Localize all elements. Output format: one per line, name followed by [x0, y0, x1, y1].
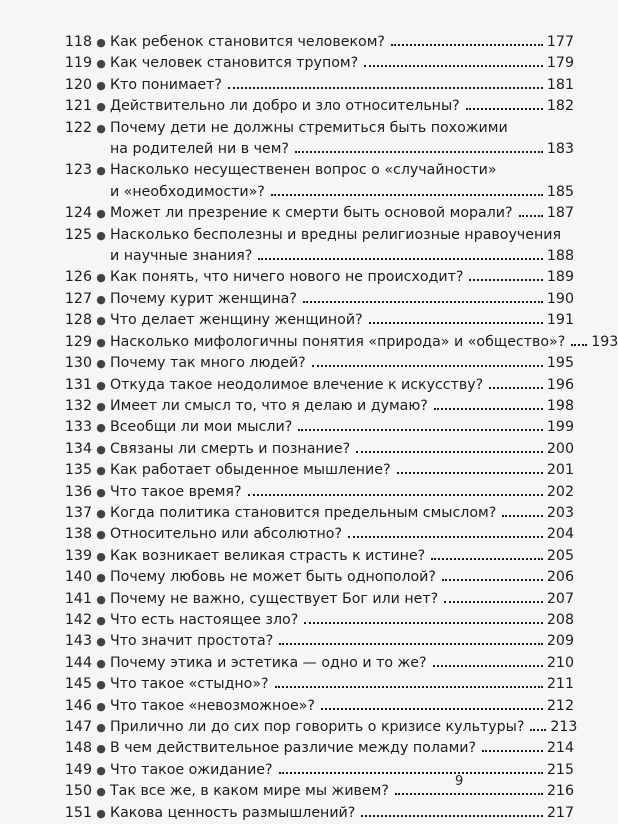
entry-title-line: Что такое «невозможное»? — [110, 697, 315, 714]
entry-page: 187 — [546, 205, 574, 222]
dot-leader — [295, 151, 543, 153]
bullet-icon: ● — [96, 121, 106, 135]
bullet-icon: ● — [96, 485, 106, 499]
entry-title-line: Откуда такое неодолимое влечение к искусству? — [110, 376, 484, 393]
entry-title-line: Как ребенок становится человеком? — [110, 34, 385, 50]
entry-title-line: Относительно или абсолютно? — [110, 526, 343, 543]
bullet-icon: ● — [96, 806, 106, 820]
entry-title-line: Как понять, что ничего нового не происходит? — [110, 269, 464, 286]
entry-page: 202 — [546, 483, 574, 500]
dot-leader — [434, 408, 543, 410]
entry-page: 199 — [546, 419, 574, 436]
entry-number: 150 — [64, 783, 92, 800]
toc-entry — [62, 53, 574, 74]
toc-entry — [62, 503, 574, 524]
entry-title-line: Почему любовь не может быть однополой? — [110, 569, 436, 586]
entry-title-line: на родителей ни в чем? — [110, 141, 289, 158]
entry-number: 133 — [64, 419, 92, 436]
toc-entry — [62, 546, 574, 567]
entry-page: 200 — [546, 440, 574, 457]
dot-leader — [364, 65, 543, 67]
toc-entry — [62, 203, 574, 224]
entry-title-line: Что есть настоящее зло? — [110, 611, 299, 628]
bullet-icon: ● — [96, 592, 106, 606]
entry-number: 144 — [64, 654, 92, 671]
bullet-icon: ● — [96, 357, 106, 371]
entry-title-line: Что такое время? — [110, 483, 242, 500]
bullet-icon: ● — [96, 421, 106, 435]
dot-leader — [469, 279, 543, 281]
entry-title-line: Как возникает великая страсть к истине? — [110, 547, 426, 564]
entry-page: 183 — [546, 141, 574, 158]
entry-number: 140 — [64, 569, 92, 586]
entry-title-line: Как работает обыденное мышление? — [110, 462, 391, 479]
toc-entry — [62, 653, 574, 674]
dot-leader — [395, 793, 543, 795]
toc-entry — [62, 460, 574, 481]
toc-entry — [62, 781, 574, 802]
bullet-icon: ● — [96, 528, 106, 542]
entry-number: 118 — [64, 34, 92, 50]
bullet-icon: ● — [96, 721, 106, 734]
entry-page: 181 — [546, 76, 574, 93]
dot-leader — [530, 729, 546, 731]
entry-title-line: Когда политика становится предельным смыслом? — [110, 504, 497, 521]
dot-leader — [228, 87, 543, 89]
dot-leader — [321, 708, 543, 710]
entry-number: 149 — [64, 761, 92, 778]
entry-page: 189 — [546, 269, 574, 286]
toc-entry — [62, 32, 574, 53]
entry-page: 208 — [546, 611, 574, 628]
toc-entry — [62, 589, 574, 610]
entry-page: 182 — [546, 98, 574, 115]
toc-entry — [62, 310, 574, 331]
entry-number: 131 — [64, 376, 92, 393]
dot-leader — [348, 536, 543, 538]
dot-leader — [433, 665, 543, 667]
entry-title-line: Почему курит женщина? — [110, 290, 297, 307]
entry-page: 179 — [546, 55, 574, 72]
toc-entry — [62, 160, 574, 203]
bullet-icon: ● — [96, 656, 106, 670]
entry-title-line: и научные знания? — [110, 248, 253, 265]
bullet-icon: ● — [96, 78, 106, 92]
entry-title-line: и «необходимости»? — [110, 183, 265, 200]
entry-title-line: Почему не важно, существует Бог или нет? — [110, 590, 439, 607]
entry-page: 211 — [546, 676, 574, 693]
dot-leader — [303, 301, 543, 303]
entry-page: 209 — [546, 633, 574, 650]
entry-title-line: Имеет ли смысл то, что я делаю и думаю? — [110, 397, 428, 414]
entry-page: 195 — [546, 355, 574, 372]
entry-number: 145 — [64, 676, 92, 693]
toc-entry — [62, 225, 574, 268]
entry-page: 177 — [546, 34, 574, 50]
bullet-icon: ● — [96, 571, 106, 585]
entry-page: 217 — [546, 804, 574, 821]
entry-number: 122 — [64, 119, 92, 136]
toc-entry — [62, 567, 574, 588]
toc-entry — [62, 118, 574, 161]
entry-page: 191 — [546, 312, 574, 329]
entry-page: 188 — [546, 248, 574, 265]
toc-entry — [62, 417, 574, 438]
bullet-icon: ● — [96, 57, 106, 71]
entry-title-line: Действительно ли добро и зло относительны? — [110, 98, 460, 115]
entry-title-line: Что значит простота? — [110, 633, 274, 650]
entry-title-line: Может ли презрение к смерти быть основой морали? — [110, 205, 513, 222]
dot-leader — [356, 451, 543, 453]
dot-leader — [391, 44, 543, 46]
toc-entry — [62, 75, 574, 96]
bullet-icon: ● — [96, 314, 106, 328]
entry-title-line: Почему дети не должны стремиться быть похожими — [110, 119, 508, 136]
entry-number: 143 — [64, 633, 92, 650]
toc-entry — [62, 696, 574, 717]
entry-page: 196 — [546, 376, 574, 393]
dot-leader — [502, 515, 543, 517]
bullet-icon: ● — [96, 742, 106, 756]
entry-number: 121 — [64, 98, 92, 115]
dot-leader — [442, 579, 543, 581]
dot-leader — [248, 494, 543, 496]
dot-leader — [369, 322, 543, 324]
bullet-icon: ● — [96, 228, 106, 242]
entry-number: 142 — [64, 611, 92, 628]
bullet-icon: ● — [96, 678, 106, 692]
toc-entry — [62, 353, 574, 374]
entry-number: 130 — [64, 355, 92, 372]
entry-title-line: Насколько бесполезны и вредны религиозные нравоучения — [110, 226, 561, 243]
dot-leader — [489, 387, 543, 389]
entry-page: 193 — [591, 333, 618, 350]
entry-title-line: Всеобщи ли мои мысли? — [110, 419, 293, 436]
dot-leader — [258, 258, 543, 260]
entry-page: 203 — [546, 504, 574, 521]
entry-title-line: Какова ценность размышлений? — [110, 804, 356, 821]
bullet-icon: ● — [96, 271, 106, 285]
entry-page: 215 — [546, 761, 574, 778]
entry-number: 146 — [64, 697, 92, 714]
bullet-icon: ● — [96, 635, 106, 649]
entry-page: 204 — [546, 526, 574, 543]
dot-leader — [279, 772, 543, 774]
entry-title-line: Что делает женщину женщиной? — [110, 312, 363, 329]
dot-leader — [275, 686, 543, 688]
entry-number: 147 — [64, 719, 92, 735]
toc-entry — [62, 717, 578, 738]
entry-page: 213 — [550, 719, 578, 735]
entry-title-line: Что такое «стыдно»? — [110, 676, 269, 693]
entry-page: 210 — [546, 654, 574, 671]
dot-leader — [444, 601, 543, 603]
dot-leader — [279, 643, 543, 645]
bullet-icon: ● — [96, 464, 106, 478]
entry-title-line: Насколько мифологичны понятия «природа» и «общество»? — [110, 333, 566, 350]
entry-title-line: Почему так много людей? — [110, 355, 306, 372]
dot-leader — [271, 194, 543, 196]
table-of-contents — [62, 32, 618, 824]
toc-entry — [62, 96, 574, 117]
entry-page: 190 — [546, 290, 574, 307]
bullet-icon: ● — [96, 442, 106, 456]
toc-entry — [62, 332, 618, 353]
bullet-icon: ● — [96, 164, 106, 178]
dot-leader — [431, 558, 543, 560]
bullet-icon: ● — [96, 399, 106, 413]
entry-number: 126 — [64, 269, 92, 286]
toc-entry — [62, 738, 574, 759]
entry-number: 132 — [64, 397, 92, 414]
entry-number: 120 — [64, 76, 92, 93]
dot-leader — [312, 365, 543, 367]
toc-entry — [62, 267, 574, 288]
entry-number: 141 — [64, 590, 92, 607]
entry-page: 216 — [546, 783, 574, 800]
dot-leader — [361, 815, 543, 817]
entry-number: 135 — [64, 462, 92, 479]
bullet-icon: ● — [96, 335, 106, 349]
entry-number: 136 — [64, 483, 92, 500]
entry-title-line: Что такое ожидание? — [110, 761, 273, 778]
entry-title-line: В чем действительное различие между полами? — [110, 740, 477, 757]
toc-entry — [62, 524, 574, 545]
entry-number: 124 — [64, 205, 92, 222]
dot-leader — [397, 472, 543, 474]
entry-number: 134 — [64, 440, 92, 457]
toc-entry — [62, 439, 574, 460]
toc-entry — [62, 674, 574, 695]
entry-number: 128 — [64, 312, 92, 329]
entry-number: 127 — [64, 290, 92, 307]
entry-number: 137 — [64, 504, 92, 521]
toc-entry — [62, 482, 574, 503]
bullet-icon: ● — [96, 36, 106, 49]
dot-leader — [571, 344, 587, 346]
toc-entry — [62, 610, 574, 631]
entry-title-line: Так все же, в каком мире мы живем? — [110, 783, 389, 800]
entry-page: 201 — [546, 462, 574, 479]
entry-title-line: Кто понимает? — [110, 76, 222, 93]
bullet-icon: ● — [96, 549, 106, 563]
entry-page: 214 — [546, 740, 574, 757]
entry-number: 119 — [64, 55, 92, 72]
entry-number: 139 — [64, 547, 92, 564]
entry-page: 212 — [546, 697, 574, 714]
toc-entry — [62, 760, 574, 781]
entry-number: 148 — [64, 740, 92, 757]
entry-page: 207 — [546, 590, 574, 607]
entry-title-line: Прилично ли до сих пор говорить о кризисе культуры? — [110, 719, 525, 735]
bullet-icon: ● — [96, 785, 106, 799]
entry-page: 206 — [546, 569, 574, 586]
toc-entry — [62, 803, 574, 824]
dot-leader — [482, 750, 543, 752]
toc-entry — [62, 631, 574, 652]
entry-title-line: Связаны ли смерть и познание? — [110, 440, 351, 457]
toc-entry — [62, 396, 574, 417]
bullet-icon: ● — [96, 506, 106, 520]
entry-page: 185 — [546, 183, 574, 200]
entry-number: 151 — [64, 804, 92, 821]
entry-number: 138 — [64, 526, 92, 543]
toc-entry — [62, 289, 574, 310]
entry-number: 123 — [64, 162, 92, 179]
bullet-icon: ● — [96, 292, 106, 306]
bullet-icon: ● — [96, 207, 106, 221]
entry-title-line: Насколько несущественен вопрос о «случайности» — [110, 162, 497, 179]
bullet-icon: ● — [96, 699, 106, 713]
entry-number: 125 — [64, 226, 92, 243]
entry-title-line: Почему этика и эстетика — одно и то же? — [110, 654, 427, 671]
entry-page: 198 — [546, 397, 574, 414]
dot-leader — [298, 429, 543, 431]
bullet-icon: ● — [96, 378, 106, 392]
toc-entry — [62, 375, 574, 396]
bullet-icon: ● — [96, 100, 106, 114]
dot-leader — [519, 215, 543, 217]
dot-leader — [466, 108, 543, 110]
entry-page: 205 — [546, 547, 574, 564]
bullet-icon: ● — [96, 763, 106, 777]
entry-title-line: Как человек становится трупом? — [110, 55, 359, 72]
page-number: 9 — [455, 774, 464, 789]
entry-number: 129 — [64, 333, 92, 350]
bullet-icon: ● — [96, 613, 106, 627]
dot-leader — [304, 622, 543, 624]
